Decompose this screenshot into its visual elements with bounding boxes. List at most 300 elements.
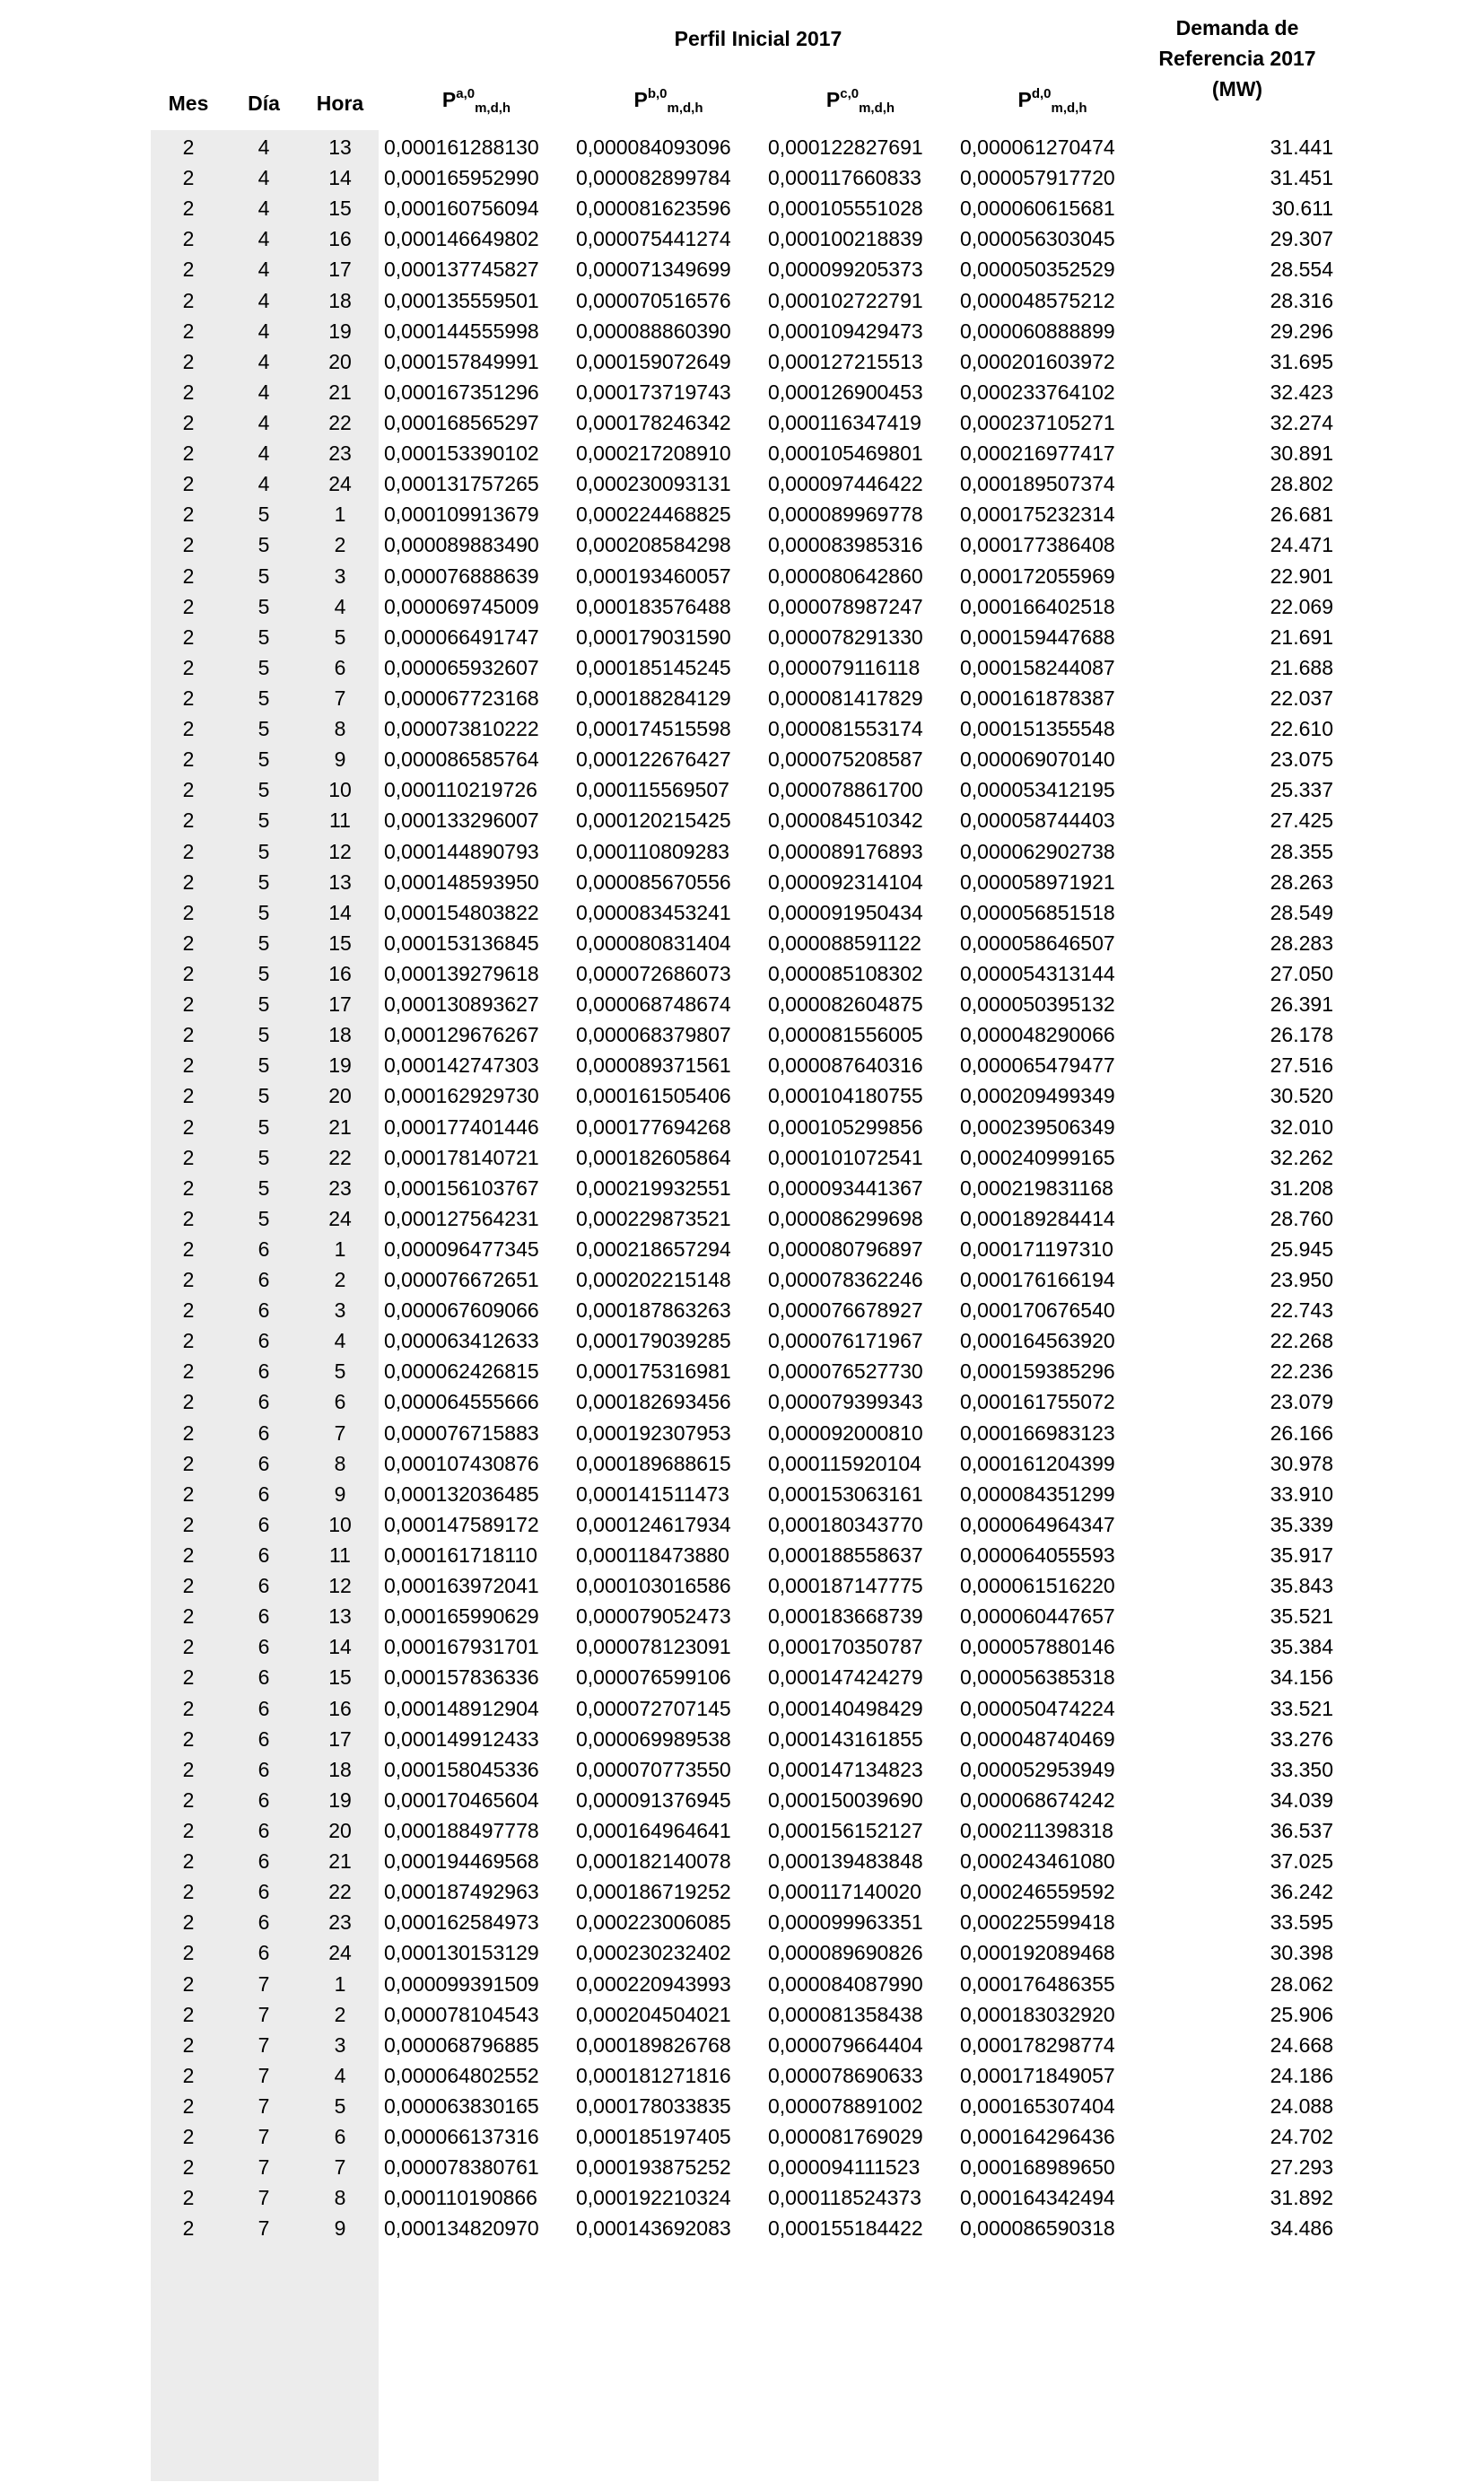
table-row: [0, 591, 1484, 622]
cell-pa: 0,000144890793: [384, 839, 539, 863]
cell-pd: 0,000060615681: [960, 197, 1115, 221]
cell-pb: 0,000182605864: [576, 1145, 731, 1169]
cell-demanda: 37.025: [1270, 1849, 1333, 1874]
cell-demanda: 33.350: [1270, 1757, 1333, 1781]
cell-demanda: 35.917: [1270, 1543, 1333, 1568]
cell-pb: 0,000204504021: [576, 2002, 731, 2026]
table-row: [0, 1937, 1484, 1968]
cell-pa: 0,000133296007: [384, 808, 539, 833]
cell-pa: 0,000156103767: [384, 1176, 539, 1200]
cell-hora: 24: [328, 1206, 352, 1230]
cell-mes: 2: [182, 258, 195, 282]
cell-demanda: 27.516: [1270, 1053, 1333, 1078]
cell-mes: 2: [182, 166, 195, 190]
cell-hora: 1: [334, 1971, 346, 1996]
cell-pc: 0,000085108302: [768, 961, 923, 985]
cell-dia: 6: [258, 1543, 270, 1568]
table-row: [0, 1325, 1484, 1356]
cell-pd: 0,000056303045: [960, 227, 1115, 251]
cell-pa: 0,000078104543: [384, 2002, 539, 2026]
cell-demanda: 30.978: [1270, 1451, 1333, 1475]
cell-hora: 8: [334, 2186, 346, 2210]
cell-dia: 7: [258, 2002, 270, 2026]
cell-pc: 0,000115920104: [768, 1451, 921, 1475]
cell-pa: 0,000109913679: [384, 503, 539, 527]
cell-demanda: 22.069: [1270, 594, 1333, 618]
cell-mes: 2: [182, 1298, 195, 1323]
table-row: [0, 1112, 1484, 1142]
cell-pc: 0,000091950434: [768, 900, 923, 924]
cell-dia: 5: [258, 564, 270, 588]
cell-dia: 5: [258, 1023, 270, 1047]
table-row: [0, 316, 1484, 346]
cell-pa: 0,000153390102: [384, 441, 539, 466]
cell-dia: 6: [258, 1819, 270, 1843]
table-row: [0, 1601, 1484, 1631]
cell-pa: 0,000110219726: [384, 778, 537, 802]
cell-hora: 15: [328, 1665, 352, 1690]
table-row: [0, 285, 1484, 316]
cell-dia: 5: [258, 870, 270, 894]
cell-demanda: 25.337: [1270, 778, 1333, 802]
cell-mes: 2: [182, 961, 195, 985]
cell-pd: 0,000171849057: [960, 2063, 1115, 2087]
cell-pb: 0,000173719743: [576, 380, 731, 404]
cell-pa: 0,000157836336: [384, 1665, 539, 1690]
cell-mes: 2: [182, 1206, 195, 1230]
table-row: [0, 1540, 1484, 1570]
cell-demanda: 30.520: [1270, 1084, 1333, 1108]
cell-mes: 2: [182, 1481, 195, 1506]
table-row: [0, 1907, 1484, 1937]
cell-dia: 6: [258, 1512, 270, 1536]
table-row: [0, 805, 1484, 835]
cell-dia: 6: [258, 1604, 270, 1629]
cell-pb: 0,000179031590: [576, 625, 731, 649]
table-row: [0, 622, 1484, 652]
cell-pb: 0,000159072649: [576, 349, 731, 373]
cell-mes: 2: [182, 1849, 195, 1874]
cell-pd: 0,000060888899: [960, 319, 1115, 343]
table-row: [0, 1142, 1484, 1173]
cell-pb: 0,000183576488: [576, 594, 731, 618]
cell-hora: 19: [328, 1787, 352, 1812]
header-p-letter: P: [633, 88, 648, 111]
cell-pa: 0,000132036485: [384, 1481, 539, 1506]
cell-pd: 0,000061516220: [960, 1574, 1115, 1598]
cell-mes: 2: [182, 1420, 195, 1445]
table-row: [0, 2213, 1484, 2243]
cell-mes: 2: [182, 808, 195, 833]
table-row: [0, 652, 1484, 683]
cell-dia: 5: [258, 1145, 270, 1169]
cell-pa: 0,000188497778: [384, 1819, 539, 1843]
cell-pc: 0,000180343770: [768, 1512, 923, 1536]
cell-demanda: 28.355: [1270, 839, 1333, 863]
cell-pa: 0,000064555666: [384, 1390, 539, 1414]
cell-mes: 2: [182, 410, 195, 434]
table-row: [0, 1080, 1484, 1111]
cell-hora: 23: [328, 1176, 352, 1200]
cell-pb: 0,000069989538: [576, 1726, 731, 1751]
cell-mes: 2: [182, 1359, 195, 1384]
table-row: [0, 1969, 1484, 1999]
table-row: [0, 774, 1484, 805]
cell-hora: 23: [328, 1910, 352, 1935]
cell-pd: 0,000176166194: [960, 1268, 1115, 1292]
cell-pb: 0,000208584298: [576, 533, 731, 557]
cell-pb: 0,000220943993: [576, 1971, 731, 1996]
table-row: [0, 1386, 1484, 1417]
table-row: [0, 867, 1484, 897]
table-row: [0, 1479, 1484, 1509]
cell-hora: 20: [328, 1084, 352, 1108]
cell-demanda: 31.892: [1270, 2186, 1333, 2210]
cell-demanda: 22.743: [1270, 1298, 1333, 1323]
cell-pb: 0,000164964641: [576, 1819, 731, 1843]
cell-hora: 2: [334, 2002, 346, 2026]
cell-pa: 0,000158045336: [384, 1757, 539, 1781]
demanda-header-line2: Referencia 2017: [1158, 47, 1316, 70]
cell-pc: 0,000078690633: [768, 2063, 923, 2087]
cell-pb: 0,000068748674: [576, 992, 731, 1017]
cell-demanda: 33.276: [1270, 1726, 1333, 1751]
header-p-letter: P: [825, 88, 841, 111]
cell-hora: 9: [334, 1481, 346, 1506]
cell-pb: 0,000072686073: [576, 961, 731, 985]
cell-hora: 10: [328, 1512, 352, 1536]
cell-hora: 22: [328, 410, 352, 434]
cell-demanda: 32.010: [1270, 1114, 1333, 1139]
table-row: [0, 897, 1484, 928]
cell-pc: 0,000081769029: [768, 2125, 923, 2149]
cell-pa: 0,000161718110: [384, 1543, 537, 1568]
cell-mes: 2: [182, 349, 195, 373]
cell-pd: 0,000052953949: [960, 1757, 1115, 1781]
cell-dia: 5: [258, 594, 270, 618]
cell-pc: 0,000079664404: [768, 2032, 923, 2057]
cell-hora: 14: [328, 166, 352, 190]
cell-pa: 0,000063830165: [384, 2094, 539, 2118]
cell-mes: 2: [182, 1543, 195, 1568]
cell-pa: 0,000066491747: [384, 625, 539, 649]
cell-mes: 2: [182, 1176, 195, 1200]
cell-hora: 1: [334, 503, 346, 527]
cell-dia: 4: [258, 288, 270, 312]
cell-pb: 0,000072707145: [576, 1696, 731, 1720]
cell-pd: 0,000056385318: [960, 1665, 1115, 1690]
cell-pd: 0,000068674242: [960, 1787, 1115, 1812]
cell-pc: 0,000092314104: [768, 870, 923, 894]
table-row: [0, 1662, 1484, 1692]
cell-hora: 23: [328, 441, 352, 466]
table-row: [0, 132, 1484, 162]
cell-demanda: 34.039: [1270, 1787, 1333, 1812]
cell-demanda: 22.901: [1270, 564, 1333, 588]
cell-dia: 5: [258, 931, 270, 955]
cell-hora: 13: [328, 135, 352, 159]
cell-pb: 0,000192210324: [576, 2186, 731, 2210]
cell-demanda: 31.441: [1270, 135, 1333, 159]
cell-pd: 0,000237105271: [960, 410, 1115, 434]
cell-mes: 2: [182, 472, 195, 496]
cell-mes: 2: [182, 625, 195, 649]
cell-dia: 5: [258, 778, 270, 802]
cell-pc: 0,000080642860: [768, 564, 923, 588]
cell-pd: 0,000201603972: [960, 349, 1115, 373]
cell-hora: 18: [328, 1757, 352, 1781]
cell-demanda: 22.236: [1270, 1359, 1333, 1384]
cell-demanda: 35.521: [1270, 1604, 1333, 1629]
cell-pb: 0,000122676427: [576, 747, 731, 772]
cell-mes: 2: [182, 1512, 195, 1536]
table-row: [0, 1234, 1484, 1264]
cell-hora: 17: [328, 992, 352, 1017]
cell-pc: 0,000117140020: [768, 1880, 921, 1904]
cell-hora: 11: [329, 808, 351, 833]
cell-demanda: 27.425: [1270, 808, 1333, 833]
table-row: [0, 1693, 1484, 1724]
header-pb-superscript: b,0: [647, 86, 668, 101]
cell-pc: 0,000153063161: [768, 1481, 923, 1506]
cell-dia: 5: [258, 503, 270, 527]
cell-hora: 9: [334, 747, 346, 772]
header-p-letter: P: [441, 88, 457, 111]
cell-mes: 2: [182, 839, 195, 863]
cell-demanda: 22.610: [1270, 717, 1333, 741]
cell-pd: 0,000159447688: [960, 625, 1115, 649]
cell-pc: 0,000084087990: [768, 1971, 923, 1996]
table-row: [0, 1509, 1484, 1540]
cell-pc: 0,000084510342: [768, 808, 923, 833]
cell-pc: 0,000089176893: [768, 839, 923, 863]
cell-mes: 2: [182, 2063, 195, 2087]
cell-pb: 0,000217208910: [576, 441, 731, 466]
cell-pd: 0,000240999165: [960, 1145, 1115, 1169]
cell-hora: 16: [328, 1696, 352, 1720]
cell-pb: 0,000103016586: [576, 1574, 731, 1598]
cell-demanda: 28.316: [1270, 288, 1333, 312]
cell-pd: 0,000178298774: [960, 2032, 1115, 2057]
header-pd-subscript: m,d,h: [1051, 101, 1087, 116]
cell-demanda: 28.760: [1270, 1206, 1333, 1230]
cell-pa: 0,000067723168: [384, 686, 539, 710]
cell-pc: 0,000104180755: [768, 1084, 923, 1108]
cell-hora: 4: [334, 1329, 346, 1353]
cell-dia: 6: [258, 1849, 270, 1874]
cell-hora: 20: [328, 1819, 352, 1843]
cell-pb: 0,000192307953: [576, 1420, 731, 1445]
cell-pc: 0,000083985316: [768, 533, 923, 557]
table-row: [0, 468, 1484, 499]
table-row: [0, 989, 1484, 1019]
table-row: [0, 2030, 1484, 2060]
table-row: [0, 836, 1484, 867]
cell-dia: 5: [258, 686, 270, 710]
cell-pd: 0,000171197310: [960, 1237, 1113, 1261]
cell-dia: 6: [258, 1665, 270, 1690]
cell-dia: 4: [258, 319, 270, 343]
cell-pc: 0,000127215513: [768, 349, 923, 373]
cell-pa: 0,000130153129: [384, 1941, 539, 1965]
cell-hora: 8: [334, 717, 346, 741]
cell-dia: 5: [258, 533, 270, 557]
table-row: [0, 1815, 1484, 1846]
cell-mes: 2: [182, 2216, 195, 2241]
table-row: [0, 254, 1484, 284]
cell-pd: 0,000050474224: [960, 1696, 1115, 1720]
cell-pa: 0,000154803822: [384, 900, 539, 924]
cell-pb: 0,000218657294: [576, 1237, 731, 1261]
cell-pb: 0,000224468825: [576, 503, 731, 527]
cell-pb: 0,000078123091: [576, 1635, 731, 1659]
cell-mes: 2: [182, 900, 195, 924]
cell-pc: 0,000081556005: [768, 1023, 923, 1047]
cell-pa: 0,000167351296: [384, 380, 539, 404]
cell-pb: 0,000178033835: [576, 2094, 731, 2118]
cell-mes: 2: [182, 1757, 195, 1781]
cell-pd: 0,000061270474: [960, 135, 1115, 159]
table-row: [0, 1203, 1484, 1234]
cell-pb: 0,000202215148: [576, 1268, 731, 1292]
cell-pa: 0,000135559501: [384, 288, 539, 312]
cell-pb: 0,000219932551: [576, 1176, 731, 1200]
cell-hora: 18: [328, 1023, 352, 1047]
cell-dia: 7: [258, 2032, 270, 2057]
cell-pb: 0,000083453241: [576, 900, 731, 924]
cell-pb: 0,000120215425: [576, 808, 731, 833]
cell-pa: 0,000069745009: [384, 594, 539, 618]
cell-pa: 0,000076672651: [384, 1268, 539, 1292]
cell-demanda: 24.088: [1270, 2094, 1333, 2118]
cell-pa: 0,000144555998: [384, 319, 539, 343]
cell-pc: 0,000140498429: [768, 1696, 923, 1720]
cell-dia: 6: [258, 1635, 270, 1659]
cell-pc: 0,000093441367: [768, 1176, 923, 1200]
cell-dia: 7: [258, 2216, 270, 2241]
cell-dia: 4: [258, 227, 270, 251]
cell-pb: 0,000143692083: [576, 2216, 731, 2241]
cell-mes: 2: [182, 1390, 195, 1414]
header-p-letter: P: [1017, 88, 1032, 111]
cell-pd: 0,000225599418: [960, 1910, 1115, 1935]
column-header-dia: Día: [248, 92, 280, 115]
cell-dia: 7: [258, 1971, 270, 1996]
cell-pc: 0,000078362246: [768, 1268, 923, 1292]
cell-pb: 0,000070516576: [576, 288, 731, 312]
cell-demanda: 31.208: [1270, 1176, 1333, 1200]
table-row: [0, 1173, 1484, 1203]
cell-pa: 0,000167931701: [384, 1635, 539, 1659]
cell-pd: 0,000058971921: [960, 870, 1115, 894]
cell-pd: 0,000172055969: [960, 564, 1115, 588]
cell-pb: 0,000081623596: [576, 197, 731, 221]
cell-pc: 0,000087640316: [768, 1053, 923, 1078]
table-row: [0, 1631, 1484, 1662]
cell-pc: 0,000102722791: [768, 288, 923, 312]
cell-pd: 0,000060447657: [960, 1604, 1115, 1629]
cell-mes: 2: [182, 1084, 195, 1108]
cell-hora: 14: [328, 1635, 352, 1659]
cell-pb: 0,000082899784: [576, 166, 731, 190]
cell-pd: 0,000209499349: [960, 1084, 1115, 1108]
cell-pd: 0,000057917720: [960, 166, 1115, 190]
cell-demanda: 21.688: [1270, 655, 1333, 679]
cell-dia: 6: [258, 1787, 270, 1812]
cell-pa: 0,000127564231: [384, 1206, 539, 1230]
cell-pc: 0,000147134823: [768, 1757, 923, 1781]
cell-dia: 4: [258, 410, 270, 434]
table-row: [0, 1785, 1484, 1815]
cell-pc: 0,000156152127: [768, 1819, 923, 1843]
cell-pd: 0,000058744403: [960, 808, 1115, 833]
cell-demanda: 31.695: [1270, 349, 1333, 373]
cell-hora: 9: [334, 2216, 346, 2241]
cell-pd: 0,000170676540: [960, 1298, 1115, 1323]
header-pc-subscript: m,d,h: [859, 101, 895, 116]
cell-pa: 0,000146649802: [384, 227, 539, 251]
cell-pd: 0,000053412195: [960, 778, 1115, 802]
cell-hora: 22: [328, 1145, 352, 1169]
cell-pb: 0,000085670556: [576, 870, 731, 894]
table-row: [0, 2121, 1484, 2152]
column-header-demanda: [1134, 13, 1340, 104]
cell-pc: 0,000143161855: [768, 1726, 923, 1751]
cell-demanda: 28.554: [1270, 258, 1333, 282]
cell-pc: 0,000097446422: [768, 472, 923, 496]
cell-demanda: 29.307: [1270, 227, 1333, 251]
cell-pc: 0,000099963351: [768, 1910, 923, 1935]
cell-demanda: 26.681: [1270, 503, 1333, 527]
cell-pc: 0,000183668739: [768, 1604, 923, 1629]
cell-mes: 2: [182, 1880, 195, 1904]
cell-pb: 0,000188284129: [576, 686, 731, 710]
cell-pc: 0,000078891002: [768, 2094, 923, 2118]
cell-pa: 0,000086585764: [384, 747, 539, 772]
cell-pd: 0,000151355548: [960, 717, 1115, 741]
cell-pa: 0,000160756094: [384, 197, 539, 221]
cell-dia: 6: [258, 1237, 270, 1261]
cell-hora: 22: [328, 1880, 352, 1904]
cell-pd: 0,000086590318: [960, 2216, 1115, 2241]
cell-demanda: 32.274: [1270, 410, 1333, 434]
cell-hora: 19: [328, 319, 352, 343]
table-row: [0, 2091, 1484, 2121]
cell-pb: 0,000178246342: [576, 410, 731, 434]
table-row: [0, 499, 1484, 529]
cell-demanda: 28.283: [1270, 931, 1333, 955]
cell-pa: 0,000162584973: [384, 1910, 539, 1935]
cell-mes: 2: [182, 747, 195, 772]
cell-demanda: 26.166: [1270, 1420, 1333, 1445]
table-row: [0, 1295, 1484, 1325]
cell-dia: 7: [258, 2094, 270, 2118]
cell-mes: 2: [182, 655, 195, 679]
cell-hora: 10: [328, 778, 352, 802]
table-row: [0, 1050, 1484, 1080]
cell-hora: 21: [328, 1114, 352, 1139]
cell-pb: 0,000071349699: [576, 258, 731, 282]
cell-hora: 13: [328, 1604, 352, 1629]
table-row: [0, 683, 1484, 713]
cell-demanda: 23.079: [1270, 1390, 1333, 1414]
cell-pa: 0,000063412633: [384, 1329, 539, 1353]
cell-pc: 0,000089690826: [768, 1941, 923, 1965]
cell-hora: 24: [328, 1941, 352, 1965]
cell-pd: 0,000161878387: [960, 686, 1115, 710]
cell-mes: 2: [182, 1451, 195, 1475]
cell-pb: 0,000189826768: [576, 2032, 731, 2057]
